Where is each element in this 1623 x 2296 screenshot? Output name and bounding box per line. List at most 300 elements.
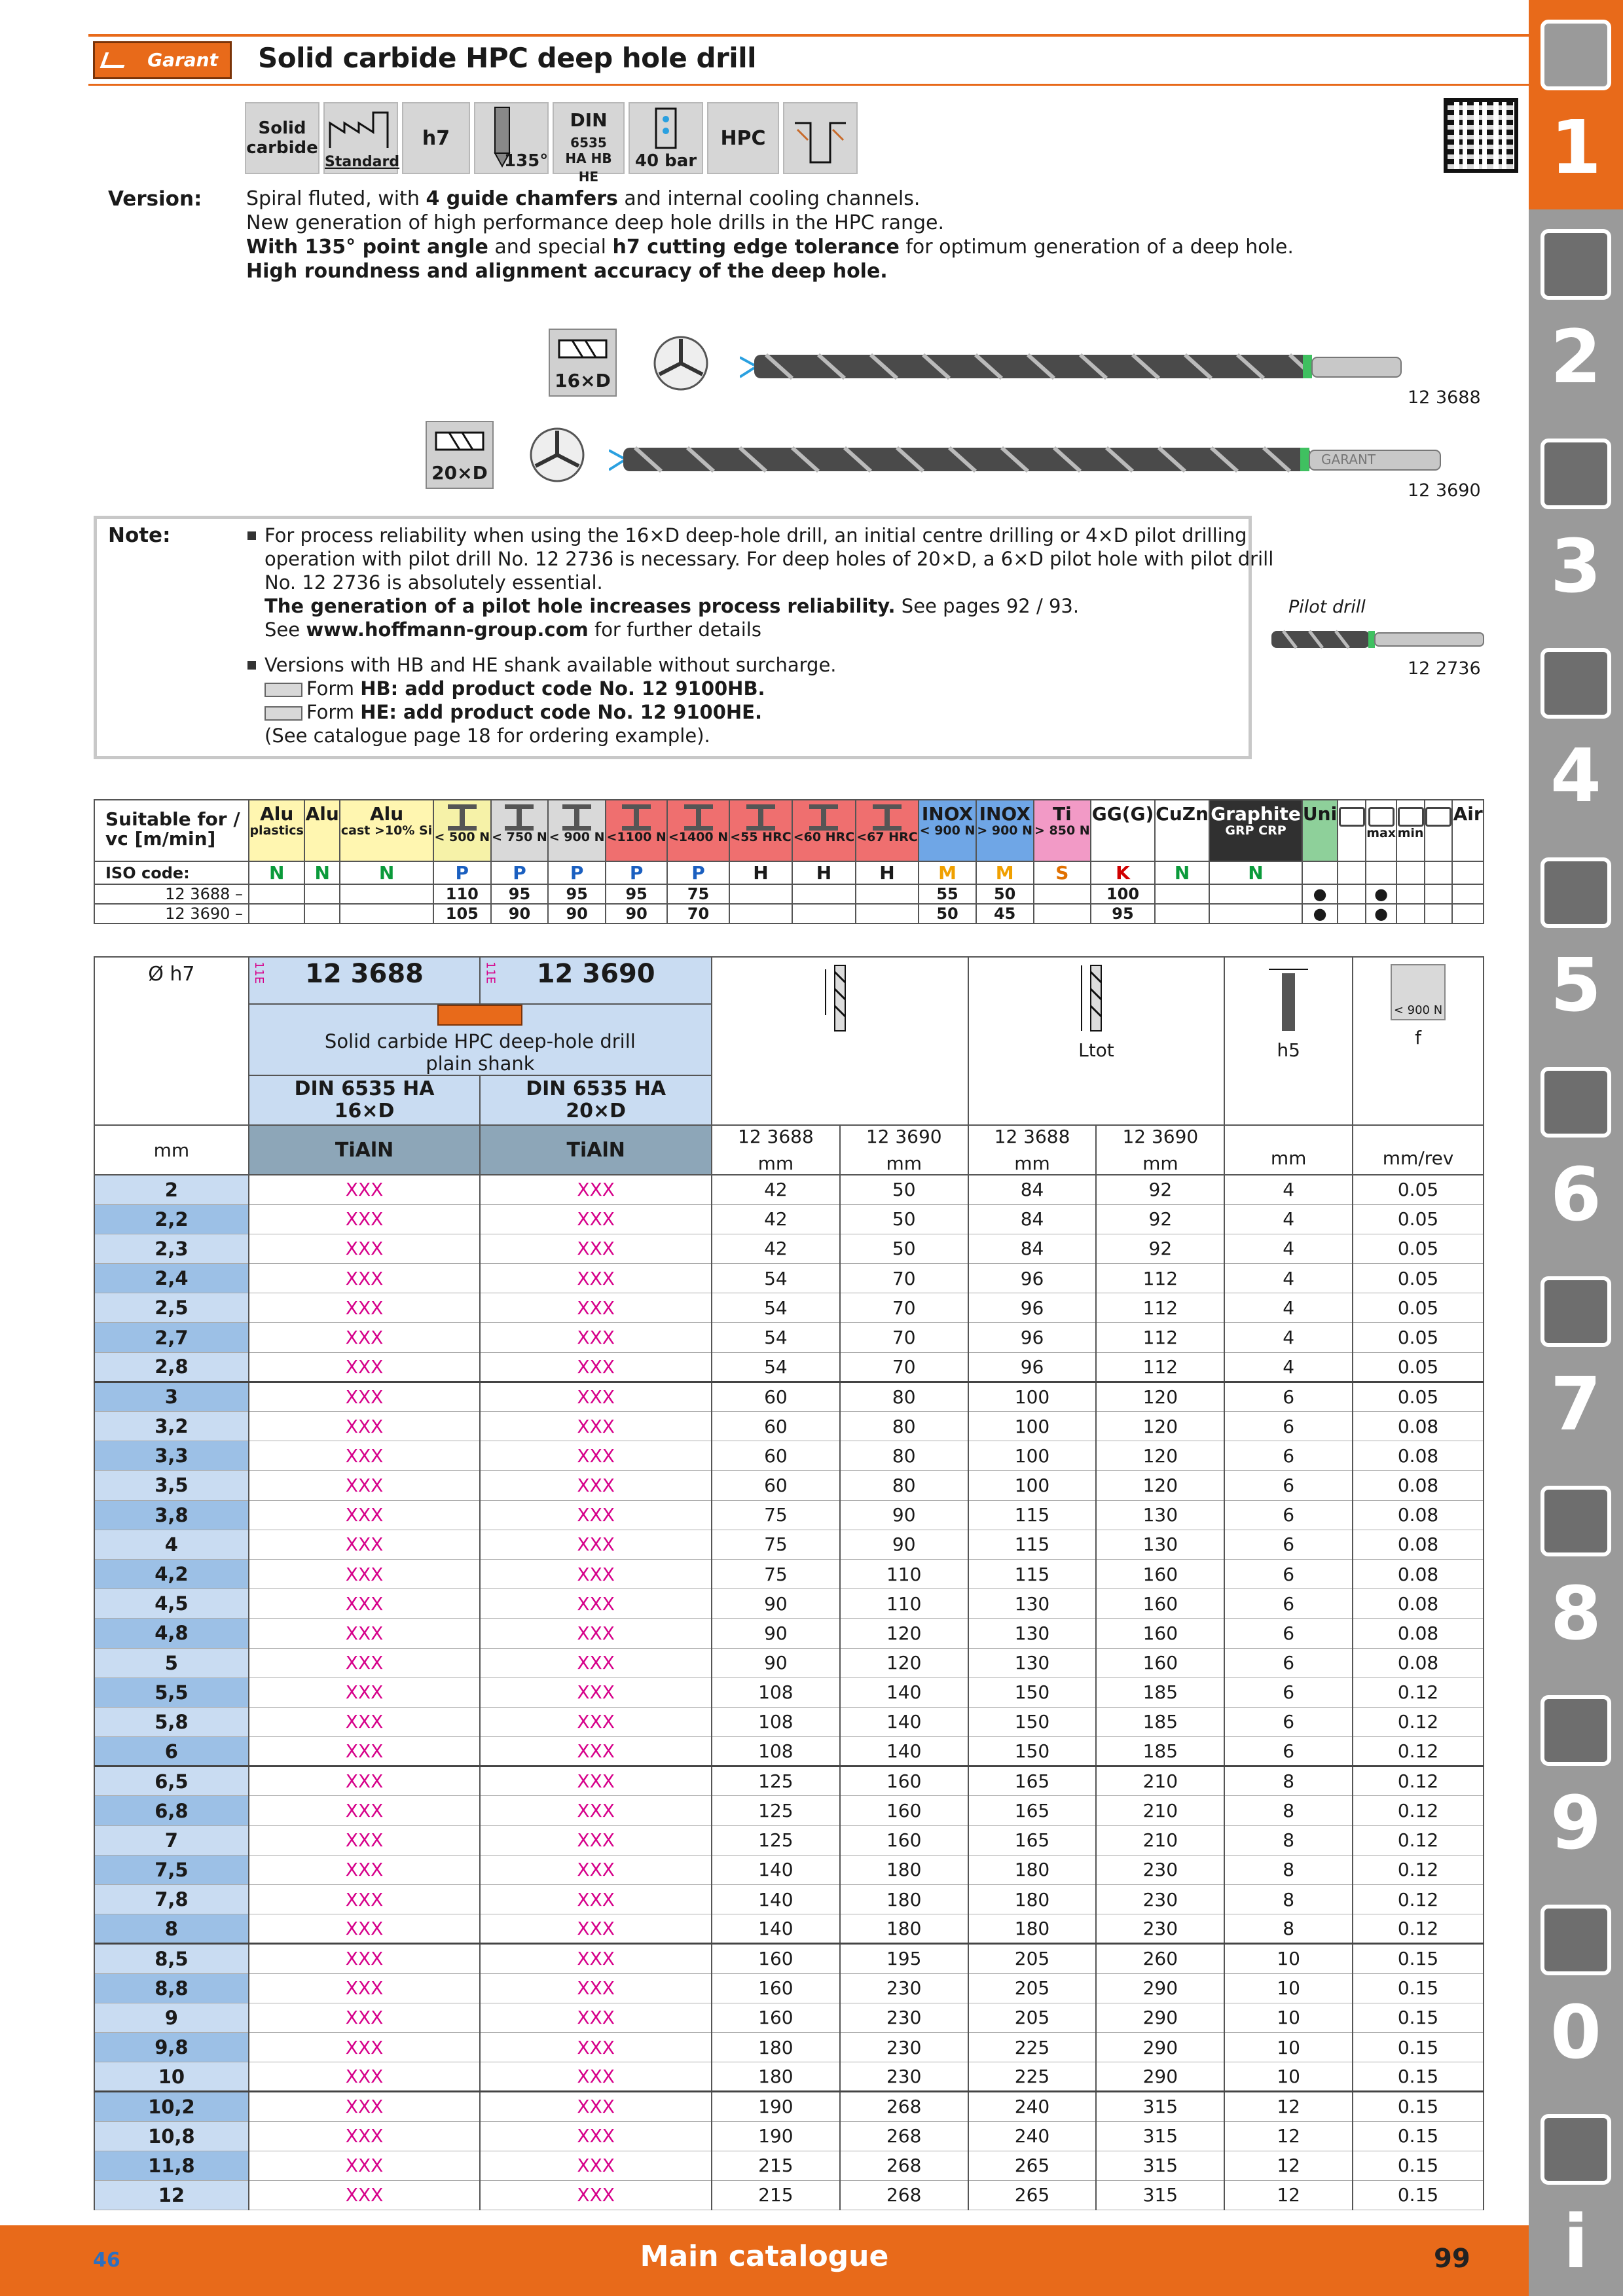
order-cell-123688[interactable]: XXX — [249, 1589, 481, 1619]
point-angle-tile — [474, 102, 549, 174]
iso-code: N — [1155, 861, 1210, 884]
diameter-cell: 5,8 — [94, 1707, 249, 1736]
length-123690: 80 — [840, 1412, 968, 1441]
length-header — [712, 957, 968, 1125]
order-cell-123688[interactable]: XXX — [249, 1737, 481, 1767]
solid-carbide-tile — [245, 102, 319, 174]
feed-rate: 0.05 — [1353, 1352, 1484, 1382]
speed-value — [1338, 884, 1365, 904]
order-cell-123688[interactable]: XXX — [249, 1264, 481, 1293]
footer — [0, 2225, 1529, 2296]
table-row[interactable] — [94, 1677, 1484, 1707]
material-spec: <1400 N — [668, 830, 729, 844]
order-cell-123690[interactable]: XXX — [480, 1619, 712, 1648]
feed-header — [1353, 957, 1484, 1125]
order-cell-123688[interactable]: XXX — [249, 1707, 481, 1736]
steel-beam-icon — [746, 804, 775, 831]
chapter-tab-9[interactable] — [1529, 1676, 1623, 1885]
table-row[interactable] — [94, 2151, 1484, 2180]
diameter-cell: 3,5 — [94, 1471, 249, 1500]
order-cell-123690[interactable]: XXX — [480, 2092, 712, 2121]
length-123688: 60 — [712, 1471, 840, 1500]
order-cell-123688[interactable]: XXX — [249, 1175, 481, 1204]
order-cell-123690[interactable]: XXX — [480, 1175, 712, 1204]
h5-label: h5 — [1277, 1039, 1300, 1061]
diameter-cell: 2,7 — [94, 1323, 249, 1352]
chapter-tab-7[interactable] — [1529, 1257, 1623, 1466]
table-row[interactable] — [94, 2032, 1484, 2062]
order-cell-123690[interactable]: XXX — [480, 1293, 712, 1323]
length-123688: 54 — [712, 1352, 840, 1382]
description-cell — [249, 1004, 712, 1075]
cutting-speed-row — [94, 904, 1484, 924]
feed-rate: 0.08 — [1353, 1619, 1484, 1648]
table-row[interactable] — [94, 1352, 1484, 1382]
feed-rate: 0.08 — [1353, 1530, 1484, 1559]
length-123690: 120 — [840, 1619, 968, 1648]
speed-value — [856, 884, 919, 904]
length-123690: 140 — [840, 1677, 968, 1707]
order-cell-123688[interactable]: XXX — [249, 1944, 481, 1973]
iso-code: N — [304, 861, 340, 884]
order-cell-123688[interactable]: XXX — [249, 1559, 481, 1588]
din1-label: DIN 6535 HA — [294, 1077, 435, 1100]
diameter-cell: 5,5 — [94, 1677, 249, 1707]
material-col-11 — [919, 800, 976, 861]
length-123690: 140 — [840, 1737, 968, 1767]
diameter-cell: 8,5 — [94, 1944, 249, 1973]
order-cell-123688[interactable]: XXX — [249, 1382, 481, 1411]
feed-rate: 0.12 — [1353, 1677, 1484, 1707]
material-name — [1338, 800, 1364, 804]
din1-factor: 16×D — [334, 1100, 395, 1122]
factor-16xd-tile — [549, 329, 617, 397]
material-spec: > 850 N — [1034, 823, 1090, 838]
order-cell-123690[interactable]: XXX — [480, 1707, 712, 1736]
order-cell-123690[interactable]: XXX — [480, 1677, 712, 1707]
iso-code: N — [1209, 861, 1302, 884]
coolant-tile — [629, 102, 703, 174]
feed-material-icon: < 900 N — [1391, 964, 1446, 1020]
chapter-3-icon — [1541, 439, 1611, 509]
note-line1: For process reliability when using the 16×D deep-hole drill, an initial centre drilling or 4×D pilot drilling — [264, 524, 1247, 547]
order-cell-123688[interactable]: XXX — [249, 1648, 481, 1677]
feed-rate: 0.15 — [1353, 2062, 1484, 2092]
length-123690: 50 — [840, 1175, 968, 1204]
chapter-number: 0 — [1550, 1990, 1601, 2075]
material-col-1 — [304, 800, 340, 861]
order-cell-123690[interactable]: XXX — [480, 1885, 712, 1914]
diameter-cell: 10,2 — [94, 2092, 249, 2121]
carbide-label: carbide — [246, 138, 318, 158]
order-cell-123690[interactable]: XXX — [480, 1767, 712, 1796]
table-row[interactable] — [94, 1619, 1484, 1648]
drill-cross-section-icon — [651, 334, 710, 393]
length-123690: 230 — [840, 2003, 968, 2032]
shank-diameter: 6 — [1224, 1471, 1353, 1500]
material-name: Uni — [1302, 803, 1338, 825]
order-cell-123690[interactable]: XXX — [480, 1412, 712, 1441]
length-123690: 70 — [840, 1264, 968, 1293]
table-row[interactable] — [94, 2003, 1484, 2032]
table-row[interactable] — [94, 2180, 1484, 2210]
total-length-123688: 240 — [968, 2121, 1097, 2151]
order-cell-123688[interactable]: XXX — [249, 1293, 481, 1323]
speed-value: 90 — [491, 904, 549, 924]
order-cell-123688[interactable]: XXX — [249, 1677, 481, 1707]
material-col-14 — [1091, 800, 1155, 861]
order-cell-123690[interactable]: XXX — [480, 1855, 712, 1884]
order-cell-123688[interactable]: XXX — [249, 2032, 481, 2062]
coating1: TiAlN — [249, 1125, 481, 1175]
drill-cross-section-icon — [528, 425, 587, 484]
order-cell-123690[interactable]: XXX — [480, 1914, 712, 1944]
feed-rate: 0.12 — [1353, 1885, 1484, 1914]
table-row[interactable] — [94, 2062, 1484, 2092]
material-col-19 — [1366, 800, 1396, 861]
material-spec: < 500 N — [434, 830, 490, 844]
table-row[interactable] — [94, 1914, 1484, 1944]
material-col-10 — [856, 800, 919, 861]
speed-value — [304, 884, 340, 904]
chapter-tab-1[interactable] — [1529, 0, 1623, 209]
speed-value — [249, 904, 304, 924]
order-cell-123690[interactable]: XXX — [480, 1204, 712, 1234]
speed-value — [1452, 904, 1484, 924]
speed-value: ● — [1366, 904, 1396, 924]
total-length-123690: 130 — [1096, 1500, 1224, 1530]
length-123688: 215 — [712, 2180, 840, 2210]
version-text — [246, 187, 1425, 283]
feed-rate: 0.15 — [1353, 2121, 1484, 2151]
deep-hole-tile — [783, 102, 858, 174]
iso-label: ISO code: — [94, 861, 249, 884]
feed-rate: 0.15 — [1353, 2092, 1484, 2121]
table-row[interactable] — [94, 1175, 1484, 1204]
length-123688: 54 — [712, 1293, 840, 1323]
order-cell-123690[interactable]: XXX — [480, 1589, 712, 1619]
unit-l2-mm: mm — [886, 1153, 922, 1174]
order-cell-123690[interactable]: XXX — [480, 1944, 712, 1973]
chapter-tab-5[interactable] — [1529, 838, 1623, 1047]
table-row[interactable] — [94, 1293, 1484, 1323]
order-cell-123690[interactable]: XXX — [480, 2062, 712, 2092]
shank-diameter: 12 — [1224, 2180, 1353, 2210]
order-cell-123688[interactable]: XXX — [249, 1471, 481, 1500]
order-cell-123690[interactable]: XXX — [480, 1500, 712, 1530]
order-cell-123690[interactable]: XXX — [480, 1530, 712, 1559]
shank-diameter: 6 — [1224, 1677, 1353, 1707]
logo-text: Garant — [147, 49, 218, 71]
table-row[interactable] — [94, 1737, 1484, 1767]
pilot-article-caption: 12 2736 — [1408, 658, 1481, 679]
shank-diameter: 4 — [1224, 1323, 1353, 1352]
order-cell-123688[interactable]: XXX — [249, 1619, 481, 1648]
table-row[interactable] — [94, 1471, 1484, 1500]
din2-label: DIN 6535 HA — [526, 1077, 666, 1100]
order-cell-123690[interactable]: XXX — [480, 1264, 712, 1293]
version-line3-d: for optimum generation of a deep hole. — [899, 236, 1294, 259]
length-123690: 230 — [840, 2062, 968, 2092]
total-length-123690: 160 — [1096, 1559, 1224, 1588]
order-cell-123690[interactable]: XXX — [480, 2180, 712, 2210]
order-cell-123688[interactable]: XXX — [249, 1204, 481, 1234]
table-row[interactable] — [94, 1767, 1484, 1796]
product-table — [94, 956, 1484, 2210]
material-spec: plastics — [249, 823, 304, 838]
order-cell-123688[interactable]: XXX — [249, 1352, 481, 1382]
shank-diameter: 8 — [1224, 1914, 1353, 1944]
order-cell-123690[interactable]: XXX — [480, 2003, 712, 2032]
chapter-number: 1 — [1550, 105, 1601, 190]
qr-code-icon[interactable] — [1444, 98, 1518, 173]
feed-rate: 0.15 — [1353, 2151, 1484, 2180]
order-cell-123688[interactable]: XXX — [249, 1323, 481, 1352]
length-123688: 54 — [712, 1323, 840, 1352]
length-123690: 268 — [840, 2121, 968, 2151]
order-cell-123690[interactable]: XXX — [480, 1234, 712, 1263]
table-row[interactable] — [94, 2121, 1484, 2151]
table-row[interactable] — [94, 1530, 1484, 1559]
order-cell-123690[interactable]: XXX — [480, 1973, 712, 2003]
total-length-123690: 120 — [1096, 1471, 1224, 1500]
order-cell-123688[interactable]: XXX — [249, 2151, 481, 2180]
total-length-123690: 92 — [1096, 1234, 1224, 1263]
table-row[interactable] — [94, 2092, 1484, 2121]
material-col-18 — [1338, 800, 1365, 861]
version-label: Version: — [108, 187, 202, 211]
article-123688-caption: 12 3688 — [1408, 387, 1481, 408]
drill-factor-icon — [550, 332, 615, 372]
diameter-cell: 6,5 — [94, 1767, 249, 1796]
note-line4-bold: The generation of a pilot hole increases process reliability. — [264, 595, 896, 617]
length-123688: 140 — [712, 1914, 840, 1944]
chapter-tab-4[interactable] — [1529, 628, 1623, 838]
website-link[interactable]: www.hoffmann-group.com — [306, 619, 589, 641]
feed-rate: 0.05 — [1353, 1204, 1484, 1234]
length-123688: 180 — [712, 2032, 840, 2062]
iso-code: H — [856, 861, 919, 884]
chapter-tab-3[interactable] — [1529, 419, 1623, 628]
coolant-icon — [630, 105, 702, 151]
shank-diameter: 10 — [1224, 1973, 1353, 2003]
coolant-tap-icon — [1368, 807, 1395, 827]
chapter-number: 2 — [1550, 315, 1601, 400]
table-row[interactable] — [94, 1944, 1484, 1973]
feed-rate: 0.15 — [1353, 2032, 1484, 2062]
total-length-123688: 165 — [968, 1796, 1097, 1825]
unit-dia: mm — [94, 1125, 249, 1175]
diameter-cell: 3,8 — [94, 1500, 249, 1530]
he-shank-icon — [264, 706, 302, 721]
table-row[interactable] — [94, 1825, 1484, 1855]
speed-value — [792, 904, 856, 924]
speed-value — [1338, 904, 1365, 924]
iso-code: P — [433, 861, 491, 884]
material-spec: < 900 N — [919, 823, 976, 838]
order-cell-123688[interactable]: XXX — [249, 2003, 481, 2032]
order-cell-123690[interactable]: XXX — [480, 2121, 712, 2151]
order-cell-123688[interactable]: XXX — [249, 1825, 481, 1855]
order-cell-123688[interactable]: XXX — [249, 1973, 481, 2003]
order-cell-123688[interactable]: XXX — [249, 1500, 481, 1530]
shank-diameter: 10 — [1224, 2062, 1353, 2092]
order-cell-123688[interactable]: XXX — [249, 1855, 481, 1884]
chapter-i-icon — [1541, 2114, 1611, 2185]
total-length-123688: 150 — [968, 1737, 1097, 1767]
order-cell-123688[interactable]: XXX — [249, 1767, 481, 1796]
material-col-20 — [1396, 800, 1424, 861]
pilot-drill-image — [1270, 627, 1486, 653]
total-length-123688: 225 — [968, 2062, 1097, 2092]
iso-code: M — [919, 861, 976, 884]
chapter-tab-2[interactable] — [1529, 209, 1623, 419]
chapter-tab-0[interactable] — [1529, 1885, 1623, 2094]
table-row[interactable] — [94, 1441, 1484, 1471]
material-col-21 — [1425, 800, 1452, 861]
table-row[interactable] — [94, 1973, 1484, 2003]
length-123688: 90 — [712, 1589, 840, 1619]
chapter-tab-6[interactable] — [1529, 1047, 1623, 1257]
speed-value — [792, 884, 856, 904]
length-123690: 230 — [840, 2032, 968, 2062]
chapter-6-icon — [1541, 1067, 1611, 1138]
feed-rate: 0.15 — [1353, 2180, 1484, 2210]
shank-diameter: 8 — [1224, 1855, 1353, 1884]
suitable-line: vc [m/min] — [105, 828, 216, 850]
total-length-123690: 210 — [1096, 1796, 1224, 1825]
article2-number: 12 3690 — [536, 959, 655, 989]
order-cell-123688[interactable]: XXX — [249, 2180, 481, 2210]
drill-16xd-image — [740, 346, 1486, 385]
material-spec: GRP CRP — [1225, 823, 1286, 838]
table-row[interactable] — [94, 1707, 1484, 1736]
feed-rate: 0.05 — [1353, 1293, 1484, 1323]
pressure-label: 40 bar — [634, 151, 697, 171]
speed-value: 90 — [606, 904, 667, 924]
iso-row — [94, 861, 1484, 884]
order-cell-123688[interactable]: XXX — [249, 1412, 481, 1441]
material-name — [1397, 800, 1423, 804]
order-cell-123690[interactable]: XXX — [480, 1559, 712, 1588]
table-row[interactable] — [94, 1382, 1484, 1411]
order-cell-123688[interactable]: XXX — [249, 2092, 481, 2121]
shank-diameter: 8 — [1224, 1825, 1353, 1855]
table-row[interactable] — [94, 1500, 1484, 1530]
total-length-123690: 290 — [1096, 1973, 1224, 2003]
total-length-123688: 100 — [968, 1412, 1097, 1441]
factor-16xd-label: 16×D — [555, 370, 611, 391]
material-spec: <1100 N — [606, 830, 666, 844]
order-cell-123690[interactable]: XXX — [480, 1648, 712, 1677]
table-header-row — [94, 957, 1484, 1004]
table-row[interactable] — [94, 1885, 1484, 1914]
order-cell-123688[interactable]: XXX — [249, 1885, 481, 1914]
length-123690: 160 — [840, 1796, 968, 1825]
total-length-123688: 100 — [968, 1441, 1097, 1471]
shank-diameter: 6 — [1224, 1382, 1353, 1411]
chapter-tab-i[interactable] — [1529, 2094, 1623, 2296]
table-row[interactable] — [94, 1855, 1484, 1884]
chapter-tab-8[interactable] — [1529, 1466, 1623, 1676]
order-cell-123688[interactable]: XXX — [249, 1914, 481, 1944]
table-row[interactable] — [94, 1234, 1484, 1263]
order-cell-123690[interactable]: XXX — [480, 1441, 712, 1471]
order-cell-123690[interactable]: XXX — [480, 1352, 712, 1382]
length-123690: 80 — [840, 1441, 968, 1471]
table-row[interactable] — [94, 1559, 1484, 1588]
order-cell-123688[interactable]: XXX — [249, 1441, 481, 1471]
length-123688: 60 — [712, 1441, 840, 1471]
table-row[interactable] — [94, 1264, 1484, 1293]
garant-small-logo — [437, 1005, 522, 1026]
order-cell-123690[interactable]: XXX — [480, 1737, 712, 1767]
speed-value: 50 — [976, 884, 1034, 904]
table-row[interactable] — [94, 1323, 1484, 1352]
version-line3-c: h7 cutting edge tolerance — [612, 236, 900, 259]
order-cell-123688[interactable]: XXX — [249, 1530, 481, 1559]
diameter-cell: 2,5 — [94, 1293, 249, 1323]
table-row[interactable] — [94, 1412, 1484, 1441]
version-line1-b: 4 guide chamfers — [426, 187, 618, 210]
order-cell-123688[interactable]: XXX — [249, 1796, 481, 1825]
material-col-6 — [606, 800, 667, 861]
total-length-123690: 290 — [1096, 2003, 1224, 2032]
speed-value: 110 — [433, 884, 491, 904]
table-row[interactable] — [94, 1204, 1484, 1234]
diameter-cell: 6 — [94, 1737, 249, 1767]
order-cell-123690[interactable]: XXX — [480, 1796, 712, 1825]
chapter-8-icon — [1541, 1486, 1611, 1556]
shank-diameter: 4 — [1224, 1293, 1353, 1323]
length-123690: 50 — [840, 1234, 968, 1263]
speed-value — [729, 884, 793, 904]
speed-value: ● — [1366, 884, 1396, 904]
length-123688: 160 — [712, 2003, 840, 2032]
table-row[interactable] — [94, 1648, 1484, 1677]
order-cell-123688[interactable]: XXX — [249, 1234, 481, 1263]
cutting-length-icon — [820, 963, 860, 1035]
unit-l1-mm: mm — [757, 1153, 794, 1174]
total-length-123690: 260 — [1096, 1944, 1224, 1973]
unit-l1 — [712, 1125, 840, 1175]
order-cell-123690[interactable]: XXX — [480, 1323, 712, 1352]
order-cell-123690[interactable]: XXX — [480, 1382, 712, 1411]
iso-code: S — [1034, 861, 1091, 884]
table-row[interactable] — [94, 1589, 1484, 1619]
order-cell-123690[interactable]: XXX — [480, 2151, 712, 2180]
total-length-123688: 115 — [968, 1500, 1097, 1530]
diameter-cell: 2,4 — [94, 1264, 249, 1293]
factory-icon — [325, 106, 397, 152]
order-cell-123690[interactable]: XXX — [480, 1471, 712, 1500]
order-cell-123688[interactable]: XXX — [249, 2121, 481, 2151]
order-cell-123690[interactable]: XXX — [480, 1825, 712, 1855]
order-cell-123690[interactable]: XXX — [480, 2032, 712, 2062]
top-rule — [88, 34, 1529, 37]
shank-diameter: 10 — [1224, 1944, 1353, 1973]
note-line8-b: HE: add product code No. 12 9100HE. — [360, 701, 762, 723]
table-row[interactable] — [94, 1796, 1484, 1825]
material-col-9 — [792, 800, 856, 861]
order-cell-123688[interactable]: XXX — [249, 2062, 481, 2092]
total-length-123690: 315 — [1096, 2121, 1224, 2151]
material-name: INOX — [979, 803, 1030, 825]
diameter-cell: 2,3 — [94, 1234, 249, 1263]
material-col-16 — [1209, 800, 1302, 861]
suitable-label — [94, 800, 249, 861]
factor-20xd-label: 20×D — [431, 462, 488, 484]
